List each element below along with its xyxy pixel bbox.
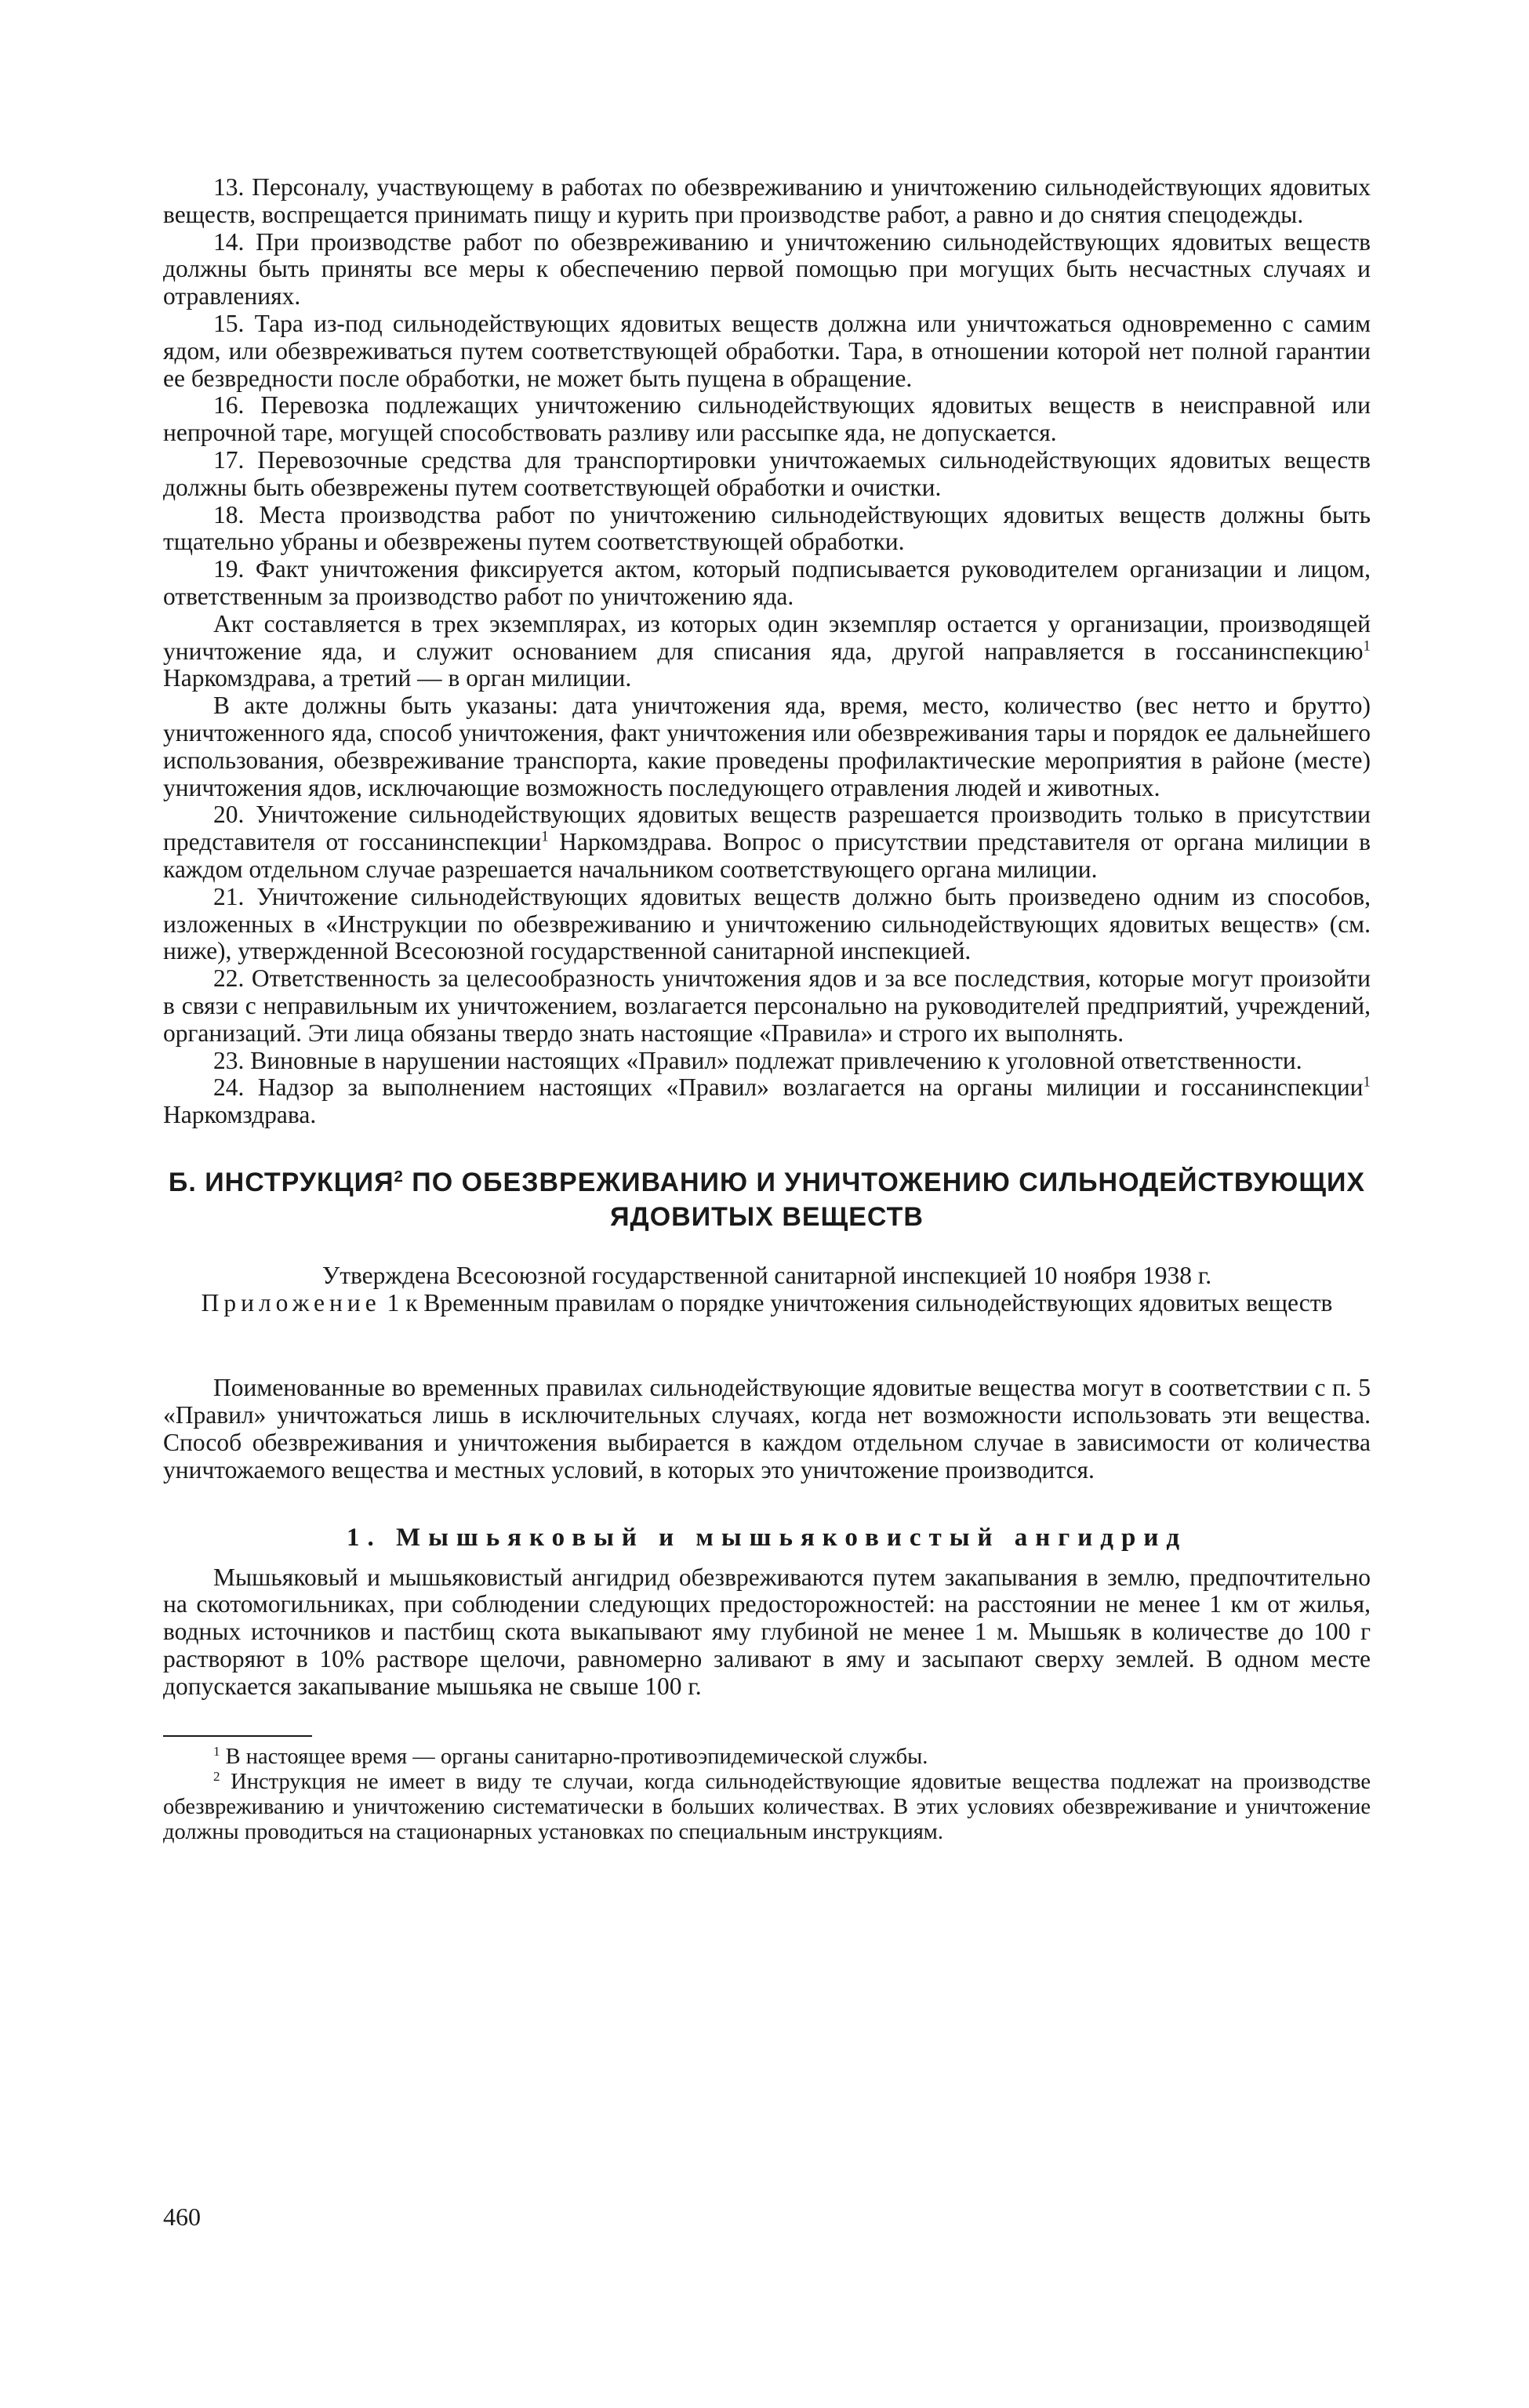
rule-17: 17. Перевозочные средства для транспортировки уничтожаемых сильнодействующих ядовитых веществ должны быть обезврежены путем соответствующей обработки и очистки. — [163, 445, 1371, 501]
footnote-ref-1: 1 — [541, 828, 549, 845]
rule-18: 18. Места производства работ по уничтожению сильнодействующих ядовитых веществ должны быть тщательно убраны и обезврежены путем соответствующей обработки. — [163, 500, 1371, 556]
rule-14: 14. При производстве работ по обезвреживанию и уничтожению сильнодействующих ядовитых веществ должны быть приняты все меры к обеспечению первой помощью при могущих быть несчастных случаях и отравлениях. — [163, 227, 1371, 311]
rule-16: 16. Перевозка подлежащих уничтожению сильнодействующих ядовитых веществ в неисправной или непрочной таре, могущей способствовать разливу или рассыпке яда, не допускается. — [163, 391, 1371, 447]
rule-21: 21. Уничтожение сильнодействующих ядовитых веществ должно быть произведено одним из способов, изложенных в «Инструкции по обезвреживанию и уничтожению сильнодействующих ядовитых веществ» (см. ниже), утвержденной Всесоюзной государственной санитарной инспекцией. — [163, 882, 1371, 965]
appendix-text: 1 к Временным правилам о порядке уничтожения сильнодействующих ядовитых веществ — [380, 1288, 1333, 1317]
rule-24-text: 24. Надзор за выполнением настоящих «Правил» возлагается на органы милиции и госсанинспекции — [213, 1073, 1364, 1102]
document-page — [163, 174, 1371, 1845]
footnote-mark: 2 — [213, 1768, 220, 1784]
footnote-text: В настоящее время — органы санитарно-противоэпидемической службы. — [220, 1744, 928, 1769]
page-number: 460 — [163, 2203, 201, 2231]
footnote-2 — [163, 1770, 1371, 1846]
subsection-heading: 1. Мышьяковый и мышьяковистый ангидрид — [346, 1523, 1188, 1552]
rule-20 — [163, 801, 1371, 883]
section-b-title: Б. ИНСТРУКЦИЯ — [168, 1167, 394, 1197]
appendix-label: Приложение — [201, 1288, 381, 1317]
footnote-ref-1: 1 — [1363, 637, 1371, 655]
footnote-1 — [163, 1745, 1371, 1770]
act-contents-paragraph: В акте должны быть указаны: дата уничтожения яда, время, место, количество (вес нетто и брутто) уничтоженного яда, способ уничтожения, факт уничтожения или обезвреживания тары и порядок ее дальнейшего использования, обезвреживание транспорта, какие проведены профилактические мероприятия в районе (месте) уничтожения ядов, исключающие возможность последующего отравления людей и животных. — [163, 692, 1371, 801]
act-copies-text: Акт составляется в трех экземплярах, из которых один экземпляр остается у организации, производящей уничтожение яда, и служит основанием для списания яда, другой направляется в госсанинспекцию — [163, 609, 1371, 665]
footnote-divider — [163, 1735, 312, 1737]
act-copies-paragraph — [163, 611, 1371, 692]
rule-20-text: 20. Уничтожение сильнодействующих ядовитых веществ разрешается производить только в присутствии представителя от госсанинспекции — [163, 801, 1371, 856]
rule-15: 15. Тара из-под сильнодействующих ядовитых веществ должна или уничтожаться одновременно с самим ядом, или обезвреживаться путем соответствующей обработки. Тара, в отношении которой нет полной гарантии ее безвредности после обработки, не может быть пущена в обращение. — [163, 309, 1371, 392]
approval-note — [163, 1262, 1371, 1317]
approval-line: Утверждена Всесоюзной государственной санитарной инспекцией 10 ноября 1938 г. — [321, 1261, 1212, 1289]
instruction-intro: Поименованные во временных правилах сильнодействующие ядовитые вещества могут в соответствии с п. 5 «Правил» уничтожаться лишь в исключительных случаях, когда нет возможности использовать эти вещества. Способ обезвреживания и уничтожения выбирается в каждом отдельном случае в зависимости от количества уничтожаемого вещества и местных условий, в которых это уничтожение производится. — [163, 1374, 1371, 1484]
rule-24 — [163, 1074, 1371, 1129]
footnote-ref-2: 2 — [394, 1168, 404, 1186]
act-copies-text-end: Наркомздрава, а третий — в орган милиции. — [163, 664, 632, 692]
rule-20-text-end: Наркомздрава. Вопрос о присутствии представителя от органа милиции в каждом отдельном случае разрешается начальником соответствующего органа милиции. — [163, 828, 1371, 883]
footnote-mark: 1 — [213, 1743, 220, 1759]
rule-19: 19. Факт уничтожения фиксируется актом, который подписывается руководителем организации и лицом, ответственным за производство работ по уничтожению яда. — [163, 555, 1371, 610]
section-b-heading — [163, 1165, 1371, 1234]
rule-13: 13. Персоналу, участвующему в работах по обезвреживанию и уничтожению сильнодействующих ядовитых веществ, воспрещается принимать пищу и курить при производстве работ, а равно и до снятия спецодежды. — [163, 173, 1371, 228]
footnote-ref-1: 1 — [1363, 1073, 1371, 1091]
section-b-title-rest: ПО ОБЕЗВРЕЖИВАНИЮ И УНИЧТОЖЕНИЮ СИЛЬНОДЕЙСТВУЮЩИХ ЯДОВИТЫХ ВЕЩЕСТВ — [403, 1167, 1366, 1232]
footnote-text: Инструкция не имеет в виду те случаи, когда сильнодействующие ядовитые вещества подлежат на производстве обезвреживанию и уничтожению систематически в больших количествах. В этих условиях обезвреживание и уничтожение должны проводиться на стационарных установках по специальным инструкциям. — [163, 1769, 1371, 1845]
rule-22: 22. Ответственность за целесообразность уничтожения ядов и за все последствия, которые могут произойти в связи с неправильным их уничтожением, возлагается персонально на руководителей предприятий, учреждений, организаций. Эти лица обязаны твердо знать настоящие «Правила» и строго их выполнять. — [163, 964, 1371, 1047]
rule-23: 23. Виновные в нарушении настоящих «Правил» подлежат привлечению к уголовной ответственности. — [213, 1046, 1302, 1074]
rule-24-text-end: Наркомздрава. — [163, 1101, 317, 1129]
arsenic-paragraph: Мышьяковый и мышьяковистый ангидрид обезвреживаются путем закапывания в землю, предпочтительно на скотомогильниках, при соблюдении следующих предосторожностей: на расстоянии не менее 1 км от жилья, водных источников и пастбищ скота выкапывают яму глубиной не менее 1 м. Мышьяк в количестве до 100 г растворяют в 10% растворе щелочи, равномерно заливают в яму и засыпают сверху землей. В одном месте допускается закапывание мышьяка не свыше 100 г. — [163, 1563, 1371, 1700]
